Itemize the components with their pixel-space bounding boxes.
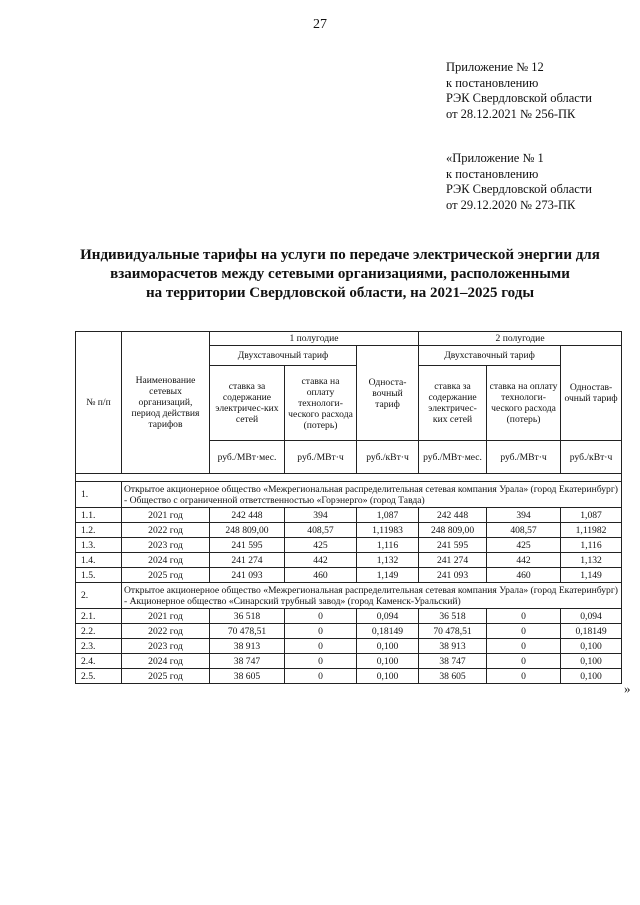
cell-h2-maint: 242 448 xyxy=(419,508,487,523)
cell-h2-loss: 0 xyxy=(487,609,561,624)
header-single-rate-h2: Одностав-очный тариф xyxy=(561,346,622,441)
cell-h1-loss: 0 xyxy=(285,654,357,669)
cell-h1-loss: 0 xyxy=(285,609,357,624)
cell-h2-loss: 0 xyxy=(487,654,561,669)
row-year: 2024 год xyxy=(122,654,210,669)
cell-h2-loss: 0 xyxy=(487,639,561,654)
row-year: 2025 год xyxy=(122,568,210,583)
cell-h1-maint: 241 093 xyxy=(210,568,285,583)
document-title xyxy=(60,246,620,303)
cell-h2-single: 0,100 xyxy=(561,654,622,669)
cell-h1-maint: 241 274 xyxy=(210,553,285,568)
group-number: 1. xyxy=(76,482,122,508)
cell-h1-single: 0,100 xyxy=(357,654,419,669)
row-number: 1.2. xyxy=(76,523,122,538)
header-spacer xyxy=(76,474,622,482)
appendix-line: от 29.12.2020 № 273-ПК xyxy=(446,197,576,212)
cell-h2-maint: 241 274 xyxy=(419,553,487,568)
table-row xyxy=(76,624,622,639)
cell-h2-maint: 70 478,51 xyxy=(419,624,487,639)
cell-h1-maint: 248 809,00 xyxy=(210,523,285,538)
cell-h1-single: 0,094 xyxy=(357,609,419,624)
table-row xyxy=(76,523,622,538)
cell-h1-single: 0,18149 xyxy=(357,624,419,639)
header-two-part-h1: Двухставочный тариф xyxy=(210,346,357,366)
group-row xyxy=(76,482,622,508)
appendix-line: от 28.12.2021 № 256-ПК xyxy=(446,106,576,121)
row-number: 2.3. xyxy=(76,639,122,654)
cell-h2-single: 1,132 xyxy=(561,553,622,568)
table-row xyxy=(76,538,622,553)
cell-h2-maint: 38 913 xyxy=(419,639,487,654)
cell-h1-maint: 38 605 xyxy=(210,669,285,684)
header-name: Наименование сетевых организаций, период действия тарифов xyxy=(122,332,210,474)
cell-h1-maint: 38 747 xyxy=(210,654,285,669)
table-row xyxy=(76,654,622,669)
cell-h2-maint: 248 809,00 xyxy=(419,523,487,538)
appendix-previous xyxy=(446,151,592,213)
group-name: Открытое акционерное общество «Межрегиональная распределительная сетевая компания Урала» (город Екатеринбург) - Акционерное общество «Синарский трубный завод» (город Каменск-Уральский) xyxy=(122,583,622,609)
row-number: 2.4. xyxy=(76,654,122,669)
table-row xyxy=(76,639,622,654)
cell-h1-maint: 38 913 xyxy=(210,639,285,654)
cell-h2-loss: 442 xyxy=(487,553,561,568)
cell-h2-maint: 36 518 xyxy=(419,609,487,624)
row-year: 2024 год xyxy=(122,553,210,568)
cell-h2-single: 1,11982 xyxy=(561,523,622,538)
cell-h1-single: 1,087 xyxy=(357,508,419,523)
cell-h1-single: 1,149 xyxy=(357,568,419,583)
cell-h2-maint: 241 093 xyxy=(419,568,487,583)
cell-h2-single: 1,087 xyxy=(561,508,622,523)
cell-h2-single: 0,100 xyxy=(561,669,622,684)
row-number: 1.4. xyxy=(76,553,122,568)
cell-h1-loss: 0 xyxy=(285,669,357,684)
appendix-line: «Приложение № 1 xyxy=(446,151,544,165)
cell-h1-single: 1,116 xyxy=(357,538,419,553)
row-number: 2.5. xyxy=(76,669,122,684)
cell-h2-loss: 460 xyxy=(487,568,561,583)
cell-h1-maint: 70 478,51 xyxy=(210,624,285,639)
header-half2: 2 полугодие xyxy=(419,332,622,346)
cell-h2-loss: 408,57 xyxy=(487,523,561,538)
title-line: Индивидуальные тарифы на услуги по передаче электрической энергии для xyxy=(80,247,600,263)
page-number: 27 xyxy=(313,17,327,32)
cell-h2-loss: 394 xyxy=(487,508,561,523)
cell-h2-maint: 241 595 xyxy=(419,538,487,553)
row-year: 2022 год xyxy=(122,523,210,538)
header-two-part-h2: Двухставочный тариф xyxy=(419,346,561,366)
appendix-line: к постановлению xyxy=(446,75,539,90)
header-num: № п/п xyxy=(76,332,122,474)
cell-h1-maint: 242 448 xyxy=(210,508,285,523)
title-line: на территории Свердловской области, на 2021–2025 годы xyxy=(145,285,535,301)
table-row xyxy=(76,669,622,684)
cell-h2-single: 0,094 xyxy=(561,609,622,624)
row-number: 2.1. xyxy=(76,609,122,624)
group-name: Открытое акционерное общество «Межрегиональная распределительная сетевая компания Урала» (город Екатеринбург) - Общество с ограниченной ответственностью «Горэнерго» (город Тавда) xyxy=(122,482,622,508)
header-maint-rate-h2: ставка за содержание электричес-ких сетей xyxy=(419,366,487,441)
cell-h1-loss: 0 xyxy=(285,624,357,639)
row-year: 2021 год xyxy=(122,609,210,624)
cell-h1-loss: 442 xyxy=(285,553,357,568)
header-single-rate-h1: Односта-вочный тариф xyxy=(357,346,419,441)
unit-mw-month-h1: руб./МВт·мес. xyxy=(210,441,285,474)
appendix-line: РЭК Свердловской области xyxy=(446,182,592,196)
group-number: 2. xyxy=(76,583,122,609)
header-loss-rate-h1: ставка на оплату технологи-ческого расхода (потерь) xyxy=(285,366,357,441)
appendix-current xyxy=(446,60,592,122)
unit-mw-month-h2: руб./МВт·мес. xyxy=(419,441,487,474)
appendix-line: к постановлению xyxy=(446,166,539,181)
cell-h1-loss: 394 xyxy=(285,508,357,523)
row-number: 2.2. xyxy=(76,624,122,639)
appendix-line: РЭК Свердловской области xyxy=(446,91,592,105)
row-number: 1.3. xyxy=(76,538,122,553)
row-year: 2025 год xyxy=(122,669,210,684)
table-row xyxy=(76,508,622,523)
appendix-line: Приложение № 12 xyxy=(446,60,544,74)
cell-h1-single: 0,100 xyxy=(357,669,419,684)
header-maint-rate-h1: ставка за содержание электричес-ких сетей xyxy=(210,366,285,441)
cell-h2-loss: 0 xyxy=(487,669,561,684)
group-row xyxy=(76,583,622,609)
unit-kwh-h1: руб./кВт·ч xyxy=(357,441,419,474)
cell-h2-loss: 0 xyxy=(487,624,561,639)
cell-h2-single: 0,100 xyxy=(561,639,622,654)
table-row xyxy=(76,609,622,624)
table-row xyxy=(76,568,622,583)
table-row xyxy=(76,553,622,568)
cell-h2-single: 1,149 xyxy=(561,568,622,583)
row-year: 2022 год xyxy=(122,624,210,639)
cell-h2-maint: 38 605 xyxy=(419,669,487,684)
header-half1: 1 полугодие xyxy=(210,332,419,346)
cell-h1-loss: 408,57 xyxy=(285,523,357,538)
row-number: 1.5. xyxy=(76,568,122,583)
cell-h1-single: 1,132 xyxy=(357,553,419,568)
cell-h1-maint: 36 518 xyxy=(210,609,285,624)
row-number: 1.1. xyxy=(76,508,122,523)
tariff-table xyxy=(75,331,622,684)
cell-h2-loss: 425 xyxy=(487,538,561,553)
unit-mwh-h2: руб./МВт·ч xyxy=(487,441,561,474)
row-year: 2023 год xyxy=(122,639,210,654)
cell-h1-loss: 460 xyxy=(285,568,357,583)
row-year: 2023 год xyxy=(122,538,210,553)
unit-mwh-h1: руб./МВт·ч xyxy=(285,441,357,474)
cell-h1-single: 0,100 xyxy=(357,639,419,654)
unit-kwh-h2: руб./кВт·ч xyxy=(561,441,622,474)
cell-h1-loss: 0 xyxy=(285,639,357,654)
cell-h2-single: 0,18149 xyxy=(561,624,622,639)
cell-h2-single: 1,116 xyxy=(561,538,622,553)
cell-h2-maint: 38 747 xyxy=(419,654,487,669)
cell-h1-loss: 425 xyxy=(285,538,357,553)
header-loss-rate-h2: ставка на оплату технологи-ческого расхода (потерь) xyxy=(487,366,561,441)
cell-h1-maint: 241 595 xyxy=(210,538,285,553)
row-year: 2021 год xyxy=(122,508,210,523)
title-line: взаиморасчетов между сетевыми организациями, расположенными xyxy=(110,266,570,282)
cell-h1-single: 1,11983 xyxy=(357,523,419,538)
closing-quote: » xyxy=(624,681,631,696)
